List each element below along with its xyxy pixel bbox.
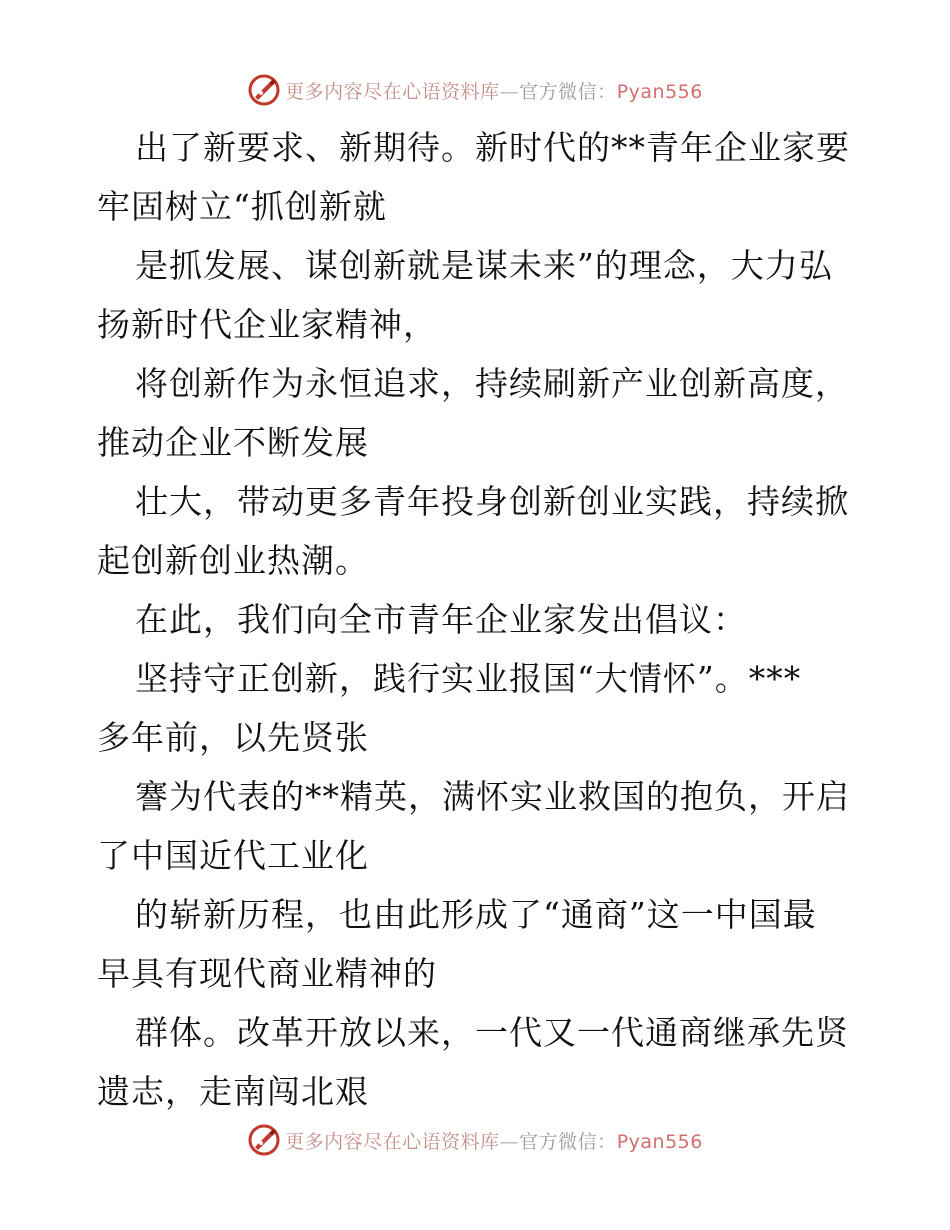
watermark-wechat-label: 官方微信： (519, 80, 617, 103)
watermark-separator: — (499, 1130, 520, 1153)
text-line: 壮大，带动更多青年投身创新创业实践，持续掀 (135, 482, 849, 521)
watermark-wechat-id: Pyan556 (616, 80, 703, 103)
text-line: 群体。改革开放以来，一代又一代通商继承先贤 (135, 1013, 849, 1052)
text-line: 坚持守正创新，践行实业报国“大情怀”。*** (135, 659, 802, 698)
text-line: 推动企业不断发展 (97, 423, 369, 462)
text-line: 是抓发展、谋创新就是谋未来”的理念，大力弘 (135, 246, 833, 285)
watermark-separator: — (499, 80, 520, 103)
text-line: 早具有现代商业精神的 (97, 954, 437, 993)
text-line: 将创新作为永恒追求，持续刷新产业创新高度， (135, 364, 849, 403)
text-line: 多年前，以先贤张 (97, 718, 369, 757)
watermark-main-text: 更多内容尽在心语资料库 (285, 80, 500, 103)
text-line: 謇为代表的**精英，满怀实业救国的抱负，开启 (135, 777, 850, 816)
text-line: 遗志，走南闯北艰 (97, 1072, 369, 1111)
text-line: 出了新要求、新期待。新时代的**青年企业家要 (135, 128, 850, 167)
watermark-text (285, 77, 703, 104)
text-line: 了中国近代工业化 (97, 836, 369, 875)
document-body (97, 118, 857, 1121)
watermark-wechat-label: 官方微信： (519, 1130, 617, 1153)
text-line: 的崭新历程，也由此形成了“通商”这一中国最 (135, 895, 817, 934)
watermark-text (285, 1127, 703, 1154)
watermark-wechat-id: Pyan556 (616, 1130, 703, 1153)
watermark-footer (0, 1120, 950, 1160)
text-line: 扬新时代企业家精神， (97, 305, 437, 344)
text-line: 牢固树立“抓创新就 (97, 187, 387, 226)
pen-logo-icon (247, 1123, 281, 1157)
text-line: 在此，我们向全市青年企业家发出倡议： (135, 600, 747, 639)
watermark-header (0, 70, 950, 110)
pen-logo-icon (247, 73, 281, 107)
watermark-main-text: 更多内容尽在心语资料库 (285, 1130, 500, 1153)
text-line: 起创新创业热潮。 (97, 541, 369, 580)
